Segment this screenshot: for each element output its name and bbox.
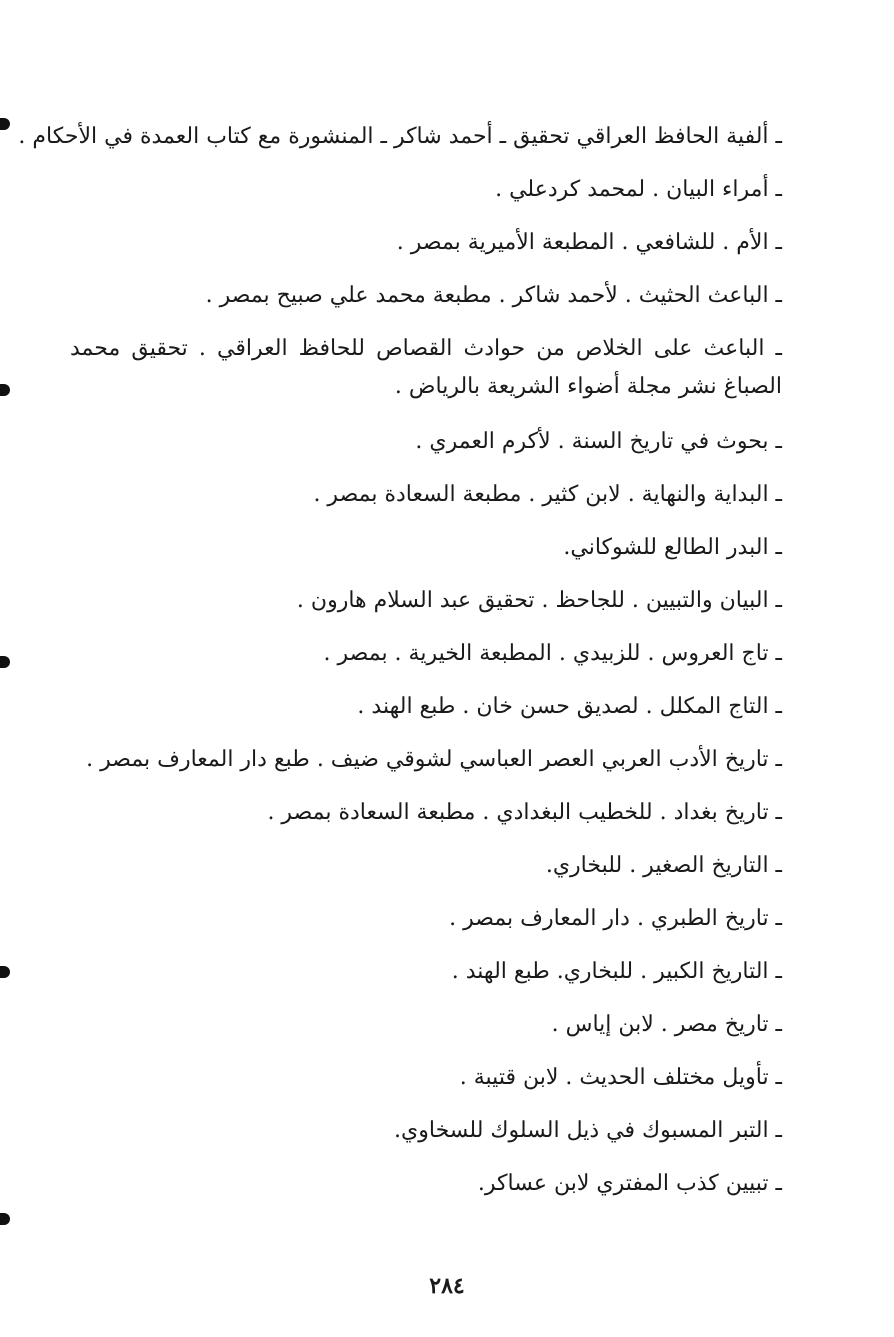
bibliography-entry: ـ أمراء البيان . لمحمد كردعلي . [495,177,782,202]
scan-edge-mark [0,118,10,130]
scan-edge-mark [0,656,10,668]
bibliography-entry: ـ الباعث على الخلاص من حوادث القصاص للحافظ العراقي . تحقيق محمد الصباغ نشر مجلة أضواء الشريعة بالرياض . [70,336,782,399]
bibliography-entry: ـ تأويل مختلف الحديث . لابن قتيبة . [459,1065,782,1090]
scan-edge-mark [0,1213,10,1225]
bibliography-entry: ـ تاريخ الطبري . دار المعارف بمصر . [449,906,782,931]
bibliography-entry: ـ تاريخ بغداد . للخطيب البغدادي . مطبعة السعادة بمصر . [267,800,782,825]
bibliography-entry: ـ بحوث في تاريخ السنة . لأكرم العمري . [415,429,782,454]
scan-edge-mark [0,966,10,978]
bibliography-entry: ـ تاريخ الأدب العربي العصر العباسي لشوقي ضيف . طبع دار المعارف بمصر . [86,747,782,772]
bibliography-entry: ـ التاريخ الكبير . للبخاري. طبع الهند . [451,959,782,984]
bibliography-entry: ـ البداية والنهاية . لابن كثير . مطبعة السعادة بمصر . [313,482,782,507]
bibliography-entry: ـ تاج العروس . للزبيدي . المطبعة الخيرية . بمصر . [323,641,782,666]
bibliography-list [18,118,782,1218]
bibliography-entry: ـ تبيين كذب المفتري لابن عساكر. [477,1171,782,1196]
bibliography-entry: ـ التاريخ الصغير . للبخاري. [545,853,782,878]
bibliography-entry: ـ الأم . للشافعي . المطبعة الأميرية بمصر . [396,230,782,255]
bibliography-entry: ـ ألفية الحافظ العراقي تحقيق ـ أحمد شاكر ـ المنشورة مع كتاب العمدة في الأحكام . [18,124,782,149]
bibliography-entry: ـ الباعث الحثيث . لأحمد شاكر . مطبعة محمد علي صبيح بمصر . [205,283,782,308]
scan-edge-mark [0,384,10,396]
bibliography-entry: ـ البيان والتبيين . للجاحظ . تحقيق عبد السلام هارون . [296,588,782,613]
bibliography-entry: ـ التبر المسبوك في ذيل السلوك للسخاوي. [394,1118,782,1143]
bibliography-entry: ـ تاريخ مصر . لابن إياس . [551,1012,782,1037]
page-number: ٢٨٤ [429,1273,465,1299]
bibliography-entry: ـ التاج المكلل . لصديق حسن خان . طبع الهند . [357,694,782,719]
bibliography-entry: ـ البدر الطالع للشوكاني. [563,535,782,560]
